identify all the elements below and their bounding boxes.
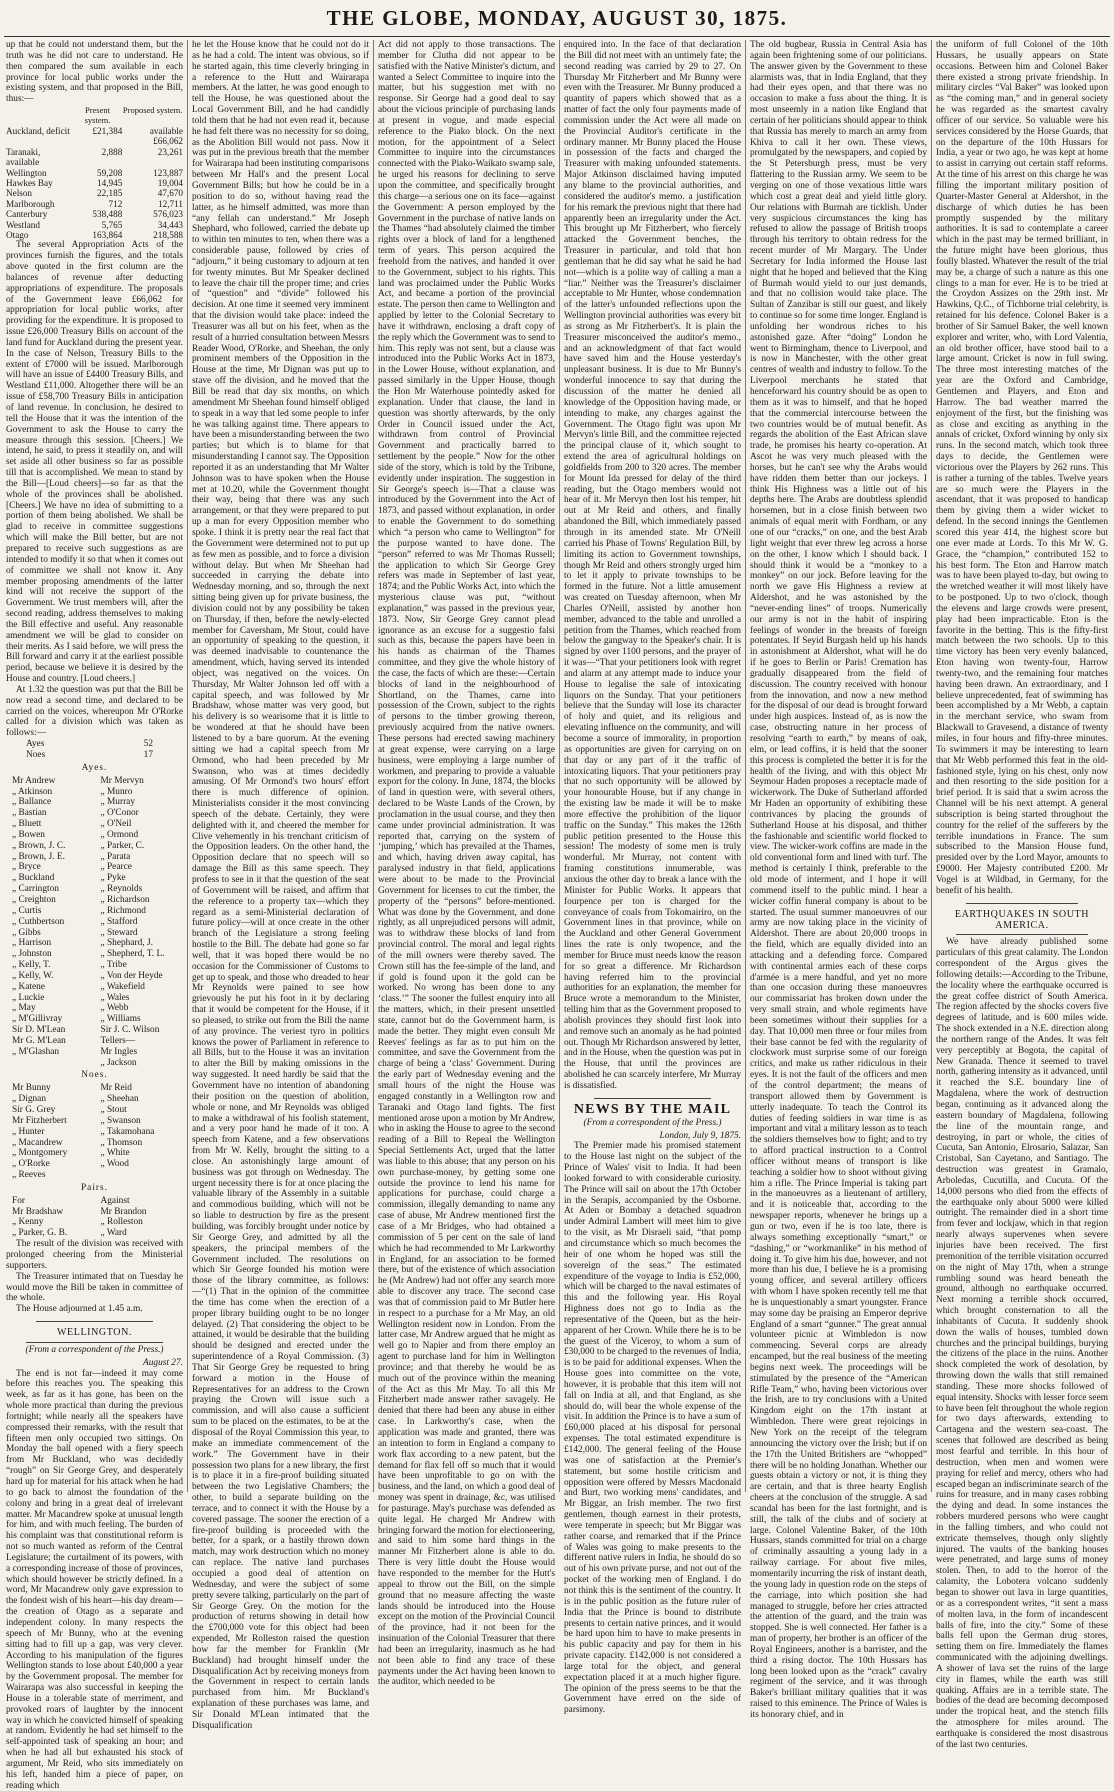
table-cell: £21,384 (92, 125, 123, 136)
column-6 (936, 40, 1108, 1750)
column-4 (564, 40, 741, 1716)
member-name: „ O'Conor (100, 808, 139, 819)
member-name: „ May (12, 1003, 36, 1014)
table-row (6, 199, 183, 209)
member-name: „ Parata (100, 851, 131, 862)
member-name: „ Thomson (100, 1137, 143, 1148)
member-name: „ Ormond (100, 829, 139, 840)
table-cell: Taranaki, available (6, 146, 41, 168)
member-name: „ Cuthbertson (12, 916, 65, 927)
table-cell: Otago (6, 229, 29, 240)
article-paragraph: The old bugbear, Russia in Central Asia has again been frightening some of our politicians. The answer given by the Government to these alarmists was, that in India England, that they had their eyes open, and that there was no occasion to make a fuss about the thing. It is most unseemly in a nation like England that certain of her politicians should appear to think that Russia has merely to march an army from Khiva to call it her own. These views, promulgated by the newspapers, and copied by the St Petersburgh press, must be very flattering to the Russian army. We seem to be verging on one of those vexatious little wars which cost a great deal and yield little glory. Our relations with Burmah are ticklish. Under very suspicious circumstances the king has refused to allow the passage of British troops through his territory to obtain redress for the recent murder of Mr Margary. The Under Secretary for India informed the House last night that he hoped and believed that the King of Burmah would yield to our just demands, and that no collision would take place. The Sultan of Zanzibar is still our guest, and likely to continue so for some time longer. England is unfolding her wondrous riches to his astonished gaze. After “doing” London he went to Birmingham, thence to Liverpool, and is now in Manchester, with the other great centres of wealth and industry to follow. To the Liverpool merchants he stated that henceforward his country should be as open to them as it was to himself, and that he hoped that the commercial intercourse between the two countries would be of mutual benefit. As regards the abolition of the East African slave trade, he promises his hearty co-operation. At Ascot he was very much pleased with the horses, but he can't see why the Arabs would have ridden them better than our jockeys. I think His Highness was a little out of his depths here. The Arabs are doubtless splendid horsemen, but in a close finish between two animals of equal merit with Fordham, or any one of our “cracks,” on one, and the best Arab light weight that ever threw leg across a horse on the other, I know which I should back. I should think it would be a “monkey to a monkey” on our jock. Before leaving for the north we gave His Highness a review at Aldershot, and he was astonished by the “never-ending lines” of troops. Numerically our army is not in the habit of inspiring feelings of wonder in the breasts of foreign potentates. If Seyid Burgash held up his hands in astonishment at Aldershot, what will he do if he goes to Berlin or Paris! Cremation has gradually disappeared from the field of discussion. The country received with honour from the innovation, and now a new method for the disposal of our dead is brought forward under high auspices. Instead of, as is now the case, obstructing nature in her process of resolving “earth to earth,” by means of oak, elm, or lead coffins, it is held that the sooner this process is completed the better it is for the health of the living, and with this object Mr Seymour Haden proposes a receptacle made of wickerwork. The Duke of Sutherland afforded Mr Haden an opportunity of exhibiting these contrivances by placing the grounds of Sutherland House at his disposal, and thither the fashionable and scientific world flocked to view. The wicker-work coffins are made in the old conventional form and lined with turf. The method is certainly I think, preferable to the old mode of interment, and I hope it will commend itself to the public mind. I hear a wicker coffin funeral company is about to be started. The usual summer manoeuvres of our army are now taking place in the vicinity of Aldershot. There are about 20,000 troops in the field, which are equally divided into an attacking and a defending force. Compared with continental armies each of these corps d'armée is a mere handful, and yet no more than one occasion during these manoeuvres our commissariat has broken down under the very small strain, and whole regiments have been sometimes without their supplies for a day. That 10,000 men three or four miles from their base cannot be fed with the regularity of clockwork must surprise some of our foreign critics, and make us rather ridiculous in their eyes. It is not the fault of the officers and men of the control department; the means of transport allowed them by Government is utterly inadequate. To teach the Control its duties of feeding soldiers in war time is as important and vital a military lesson as to teach the soldiers themselves how to fight; and to try to afford practical instruction to a Control officer without means of transport is like teaching a soldier how to shoot without giving him a rifle. The Prince Imperial is taking part in the manoeuvres as a lieutenant of artillery, and it is noticeable that, according to the newspaper reports, whenever he brings up a gun or two, even if he is too late, there is always something exceptionally “smart,” or “dashing,” or “workmanlike” in his method of doing it. To give him his due, however, and not more than his due, I believe he is a promising young officer, and several artillery officers with whom I have spoken recently tell me that he is unquestionably a smart youngster. France may some day be praising an Emperor deprive England of a smart “gunner.” The great annual volunteer picnic at Wimbledon is now commencing. Several corps are already encamped, but the real business of the meeting begins next week. The proceedings will be stimulated by the presence of the “American Rifle Team,” who, having been victorious over the Irish, are to try conclusions with a United Kingdom eight on the 17th instant at Wimbledon. There were great rejoicings in New York on the receipt of the telegram announcing the victory over the Irish; but if on the 17th the United Britishers are “whopped” there will be no holding Jonathan. Whether our guests obtain a victory or not, it is thing they are certain, and that is three hearty English cheers at the conclusion of the struggle. A sad scandal has been for the last fortnight, and is still, the talk of the clubs and of society at large. Colonel Valentine Baker, of the 10th Hussars, stands committed for trial on a charge of criminally assaulting a young lady in a railway carriage. For about five miles, momentarily incurring the risk of instant death, the young lady in question rode on the steps of the carriage, into which position she had managed to struggle, before her cries attracted the attention of the guard, and the train was stopped. She is well connected. Her father is a man of property, her brother is an officer of the Royal Engineers, another is a barrister, and the third a rising doctor. The 10th Hussars has long been looked upon as the “crack” cavalry regiment of the service, and it was through Baker's brilliant military qualities that it was raised to this eminence. The Prince of Wales is its honorary chief, and in (750, 40, 927, 1720)
ayes-heading: Ayes. (81, 762, 108, 773)
article-paragraph: The Premier made his promised statement to the House last night on the subject of the Prince of Wales' visit to India. It had been looked forward to with considerable curiosity. The Prince will sail on about the 17th October in the Serapis, accompanied by the Osborne. At Aden or Bombay a detached squadron under Admiral Lambert will meet him to give to the visit, as Mr Disraeli said, “that pomp and circumstance which so much becomes the heir of one whom he hoped was still the sovereign of the seas.” The estimated expenditure of the voyage to India is £52,000, which will be charged to the naval estimates of this and the following year. His Royal Highness does not go to India as the representative of the Queen, but as the heir-apparent of her Crown. While there he is to be the guest of the Viceroy, to whom a sum of £30,000 to be charged to the revenues of India, is to be paid for additional expenses. When the House goes into committee on the vote, however, it is probable that this item will not fall on India at all, and that England, as she should do, will bear the whole expense of the visit. In addition the Prince is to have a sum of £60,000 placed at his disposal for personal expenses. The total estimated expenditure is £142,000. The general feeling of the House was one of satisfaction at the Premier's statement, but some hostile criticism and opposition were offered by Messrs Macdonald and Burt, two working mens' candidates, and Mr Biggar, an Irish member. The two first gentlemen, though earnest in their protests, were temperate in speech; but Mr Biggar was rather coarse, and remarked that if the Prince of Wales was going to make presents to the different native rulers in India, he should do so out of his own private purse, and not out of the pocket of the working men of England. I do not think this is the sentiment of the country. It is in the public position as the future ruler of India that the Prince is bound to distribute presents to certain native princes, and it would be hard upon him to have to make presents in his public capacity and pay for them in his private capacity. £142,000 is not considered a large total for the object, and general expectation placed it at a much higher figure. The opinion of the press seems to be that the Government have erred on the side of parsimony. (564, 1141, 741, 1716)
member-name: „ Pearce (100, 862, 132, 873)
pair-entry: Against (100, 1195, 130, 1206)
member-name: „ Carrington (12, 884, 59, 895)
member-name: Sir G. Grey (12, 1105, 56, 1115)
table-cell: 5,765 (101, 219, 123, 230)
section-separator (966, 903, 1078, 904)
pair-entry: „ Kenny (12, 1217, 44, 1228)
article-paragraph: he let the House know that he could not do it as he had a cold. The intent was obvious, so if he started again, this time cleverly bringing in a reference to the Hutt and Wairarapa members. At the latter, he was good enough to tell the House, he was questioned about the Local Government Bill, and he had candidly told them that he had not even read it, because he had felt there was no necessity for so doing, as the Abolition Bill would not pass. Now it was put in the previous breath that the member for Wairarapa had been instituting comparisons between Mr Hall's and the present Local Government Bills; but how he could be in a position to do so, without having read the latter, as he himself admitted, was more than “any fellah can understand.” Mr Joseph Shephard, who followed, carried the debate up to within ten minutes to ten, when there was a considerable pause, followed by cries of “adjourn,” it being customary to adjourn at ten for twenty minutes. But Mr Speaker declined to leave the chair till the proper time; and cries of “question” and “divide” followed his decision. At one time it seemed very imminent that the division would take place: indeed the Treasurer was all but on his feet, when as the result of a hurried consultation between Messrs Reader Wood, O'Rorke, and Sheehan, the only prominent members of the Opposition in the House at the time, Mr Dignan was put up to stave off the division, and he moved that the Bill be read that day six months, on which amendment Mr Sheehan found himself obliged to speak in a way that led some people to infer he was talking against time. There appears to have been a misunderstanding between the two parties; but which is to blame for that misunderstanding I cannot say. The Opposition reported it as an understanding that Mr Walter Johnson was to have spoken when the House met at 10.20, while the Government thought their way, being that there was any such arrangement, or that they were prepared to put up a man for every Opposition member who spoke. I think it is pretty near the real fact that the Government were determined not to put up as few men as possible, and to force a division without delay. But when Mr Sheehan had succeeded in carrying the debate into Wednesday morning, and so, through the next sitting being given up for private business, the division could not by any possibility be taken on Thursday, if then, before the newly-elected member for Caversham, Mr Stout, could have an opportunity of speaking to the question, it was deemed inadvisable to countenance the amendment, which, having served its intended object, was negatived on the voices. On Thursday, Mr Walter Johnson led off with a capital speech, and was followed by Mr Bradshaw, whose matter was very good, but his delivery is so wearisome that it is little to be wondered at that he should have been listened to by a bare quorum. At the evening sitting we had a capital speech from Mr Ormond, who had been preceded by Mr Swanson, who was at times decidedly amusing. Of Mr Ormond's two hours' effort there is much difference of opinion. Ministerialists consider it the most convincing speech of the debate. Certainly, they were delighted with it, and cheered the member for Clive vehemently in his trenchant criticism of the Opposition leaders. On the other hand, the Opposition declare that no speech will so damage the Bill as this same speech. They profess to see in it that the question of the seat of Government will be raised, and affirm that the reference to a property tax—which they regard as a semi-Ministerial declaration of future policy—will at once create in the other branch of the Legislature a strong feeling hostile to the Bill. The debate had gone so far well, that it was hoped there would be no occasion for the Commissioner of Customs to get up to speak, and those who dreaded to hear Mr Reynolds were pained to see how grievously he put his foot in it by declaring that it would be competent for the House, if it so pleased, to strike out from the Bill the name of any province. The veriest tyro in politics knows the power of Parliament in reference to all Bills, but to the House it was an invitation to alter the Bill by making omissions in the way suggested. It need hardly be said that the Government have no intention of abandoning their position on the question of abolition, whole or none, and Mr Reynolds was obliged to make a withdrawal of his foolish statement, and a very poor hand he made of it too. A speech from Katene, and a few observations from Mr W. Kelly, brought the sitting to a close. An astonishingly large amount of business was got through on Wednesday. The urgent necessity there is for at once placing the valuable library of the Assembly in a suitable and commodious building, which will not be so liable to destruction by fire as the present building, was forcibly brought under notice by Sir George Grey, and admitted by all the speakers, the principal members of the Government included. The resolutions on which Sir George founded his motion were those of the library committee, as follows:—“(1) That in the opinion of the committee the time has come when the erection of a proper library building ought to be no longer delayed. (2) That considering the object to be attained, it would be desirable that the building should be designed and erected under the superintendence of a Royal Commission. (3) That Sir George Grey be requested to bring forward a motion in the House of Representatives for an address to the Crown praying the Crown will issue such a commission, and will also cause a sufficient sum to be placed on the estimates, to be at the disposal of the Royal Commission this year, to make an immediate commencement of the work.” The Government have in their possession two plans for a new library, the first is to place it in a fire-proof building situated between the two Legislative Chambers; the other, to build a separate building on the terrace, and to connect it with the House by a covered passage. The sooner the erection of a fire-proof building is proceeded with the better, for a spark, or a hastily thrown down match, may work destruction which no money can replace. The native land purchases occupied a good deal of attention on Wednesday, and were the subject of some pretty severe talking, particularly on the part of Sir George Grey. On the motion for the production of returns showing in detail how the £700,000 vote for this object had been expended, Mr Rolleston raised the question how far the member for Franklin (Mr Buckland) had brought himself under the Disqualification Act by receiving moneys from the Government in respect to certain lands purchased from him. Mr Buckland's explanation of these purchases was lame, and Sir Donald M'Lean intimated that the Disqualification (192, 40, 369, 1731)
column-divider (745, 40, 746, 1492)
member-name: „ Luckie (12, 992, 45, 1003)
section-heading-news-by-mail: NEWS BY THE MAIL (573, 1101, 732, 1117)
member-name: „ Jackson (100, 1057, 137, 1068)
member-name: „ Richardson (100, 894, 150, 905)
table-cell: 712 (108, 198, 123, 209)
table-cell: 34,443 (157, 219, 183, 230)
table-header (6, 105, 73, 126)
member-name: „ Bryce (12, 862, 41, 873)
member-name: „ Reynolds (100, 884, 143, 895)
ayes-list (6, 776, 183, 1069)
article-paragraph: Act did not apply to those transactions. The member for Clutha did not appear to be satisfied with the Native Minister's dictum, and wanted a Select Committee to inquire into the matter, but his suggestion met with no response. Sir George had a good deal to say about the vicious principle of purchasing lands at present in vogue, and made especial reference to the Piako block. On the next motion, for the appointment of a Select Committee to inquire into the circumstances connected with the Piako-Waikato swamp sale, he urged his reasons for declining to serve upon the committee, and specifically brought this charge—a serious one on its face—against the Government: A person employed by the Government in the purchase of native lands on the Thames “had absolutely claimed the timber rights over a block of land for a lengthened term of years. This person acquired the freehold from the natives, and handed it over to the Government, subject to his rights. This land was proclaimed under the Public Works Act, and became a portion of the provincial estate. The person then came to Wellington and applied by letter to the Colonial Secretary to have it withdrawn, enclosing a draft copy of the reply which the Government was to send to him. This reply was not sent, but a clause was introduced into the Public Works Act in 1873, in the Lower House, without explanation, and passed similarly in the Upper House, though the Hon Mr Waterhouse pointedly asked for explanation. Under that clause, the land in question was shortly afterwards, by the only Order in Council issued under the Act, withdrawn from control of Provincial Government and practically barred to settlement by the people.” Now for the other side of the story, which is told by the Tribune, evidently under inspiration. The suggestion in Sir George's speech is—That a clause was introduced by the Government into the Act of 1873, and passed without explanation, in order to enable the Government to do something which “a person who came to Wellington” for the purpose wanted to have done. The “person” referred to was Mr Thomas Russell; the application to which Sir George Grey refers was made in September of last year, 1874; and the Public Works Act, into which the mysterious clause was put, “without explanation,” was passed in the previous year, 1873. Now, Sir George Grey cannot plead ignorance as an excuse for a suggestio falsi such as this, because the papers have been in his hands as chairman of the Thames committee, and they give the whole history of the case, the facts of which are these:—Certain blocks of land in the neighbourhood of Shortland, on the Thames, came into possession of the Crown, subject to the rights of persons to the timber growing thereon, previously acquired from the native owners. These persons had erected sawing machinery at great expense, were carrying on a large business, were employing a large number of workmen, and preparing to provide a valuable export for the colony. In June, 1874, the blocks of land in question were, with several others, declared to be Waste Lands of the Crown, by proclamation in the usual course, and they then came under provincial administration. It was reported that, carrying on the system of ‘jumping,’ which has prevailed at the Thames, and which, having driven away capital, has paralysed industry in that field, applications were about to be made to the Provincial Government for licenses to cut the timber, the property of the “persons” before-mentioned. What was done by the Government, and done rightly, as all unprejudiced persons will admit, was to withdraw these blocks of land from provincial control. The moral and legal rights of the mill owners were thereby saved. The Crown still has the fee-simple of the land, and if gold is found upon it the gold can be worked. No wrong has been done to any ‘class.’” The sooner the fullest enquiry into all the matters, which, in their present unsettled state, cannot but do the Government harm, is made the better. They might even consult Mr Reeves' feelings as far as to put him on the committee, and save the Government from the charge of being a ‘class’ Government. During the early part of Wednesday evening and the small hours of the night the House was engaged constantly in a Wellington row and Taranaki and Otago land fights. The first mentioned arose upon a motion by Mr Andrew, who in asking the House to agree to the second reading of a Bill to Repeal the Wellington Special Settlements Act, urged that the latter was liable to this abuse; that any person on his own purchase-money, by getting some one outside the province to lend his name for applications for purchase, could charge a commission, illegally demanding to name any case of abuse, Mr Andrew mentioned first the case of a Mr Bridges, who had obtained a commission of 5 per cent on the sale of land which he had recommended to Mr Larkworthy in England, for an association to be formed there, but of the existence of which association he (Mr Andrew) had not offer any search more able to discover any trace. The second case was that of commission paid to Mr Butler here in respect to a purchase for a Mr May, an old Wellington resident now in London. From the latter case, Mr Andrew argued that he might as well go to Napier and from there employ an agent to purchase land for him in Wellington province; and that thereby he would be as much out of the province within the meaning of the Act as this Mr May. To all this Mr Fitzherbert made answer rather savagely. He denied that there had been any abuse in either case. In Larkworthy's case, when the application was made and granted, there was an intention to form in England a company to work flax according to a new patent, but the demand for flax fell off so much that it would have been unprofitable to go on with the business, and the land, on which a good deal of money was spent in drainage, &c, was utilised for pasturage. May's purchase was defended as quite legal. He charged Mr Andrew with bringing forward the motion for electioneering, and said to him some hard things in the manner Mr Fitzherbert alone is able to do. There is very little doubt the House would have responded to the member for the Hutt's appeal to throw out the Bill, on the simple ground that no measure affecting the waste lands should be introduced into the House except on the motion of the Provincial Council of the province, had it not been for the insinuation of the Colonial Treasurer that there had been an irregularity, inasmuch as he had not been able to find any trace of these payments under the Act having been known to the auditor, which needed to be (378, 40, 555, 1688)
table-cell: 2,888 (101, 146, 123, 157)
column-divider (559, 40, 560, 1492)
member-name: „ O'Rorke (12, 1159, 50, 1170)
member-name: Mr Reid (100, 1083, 132, 1094)
member-name: „ Webb (100, 1003, 129, 1014)
pair-entry: „ Parker, G. B. (12, 1228, 68, 1239)
article-paragraph: up that he could not understand them, but the truth was he did not care to understand. He then compared the sum available in each province for local public works under the existing system, and that proposed in the Bill, thus:— (6, 40, 183, 105)
section-heading-wellington: WELLINGTON. (56, 1327, 132, 1339)
member-name: „ Takamohana (100, 1126, 155, 1137)
member-name: „ M'Glashan (12, 1046, 60, 1057)
table-row (6, 230, 183, 240)
heading-rule (26, 1342, 163, 1343)
pair-entry: „ Rolleston (100, 1217, 143, 1228)
member-name: „ Murray (100, 797, 136, 808)
member-name: „ Shephard, J. (100, 938, 153, 949)
noes-list (6, 1083, 183, 1181)
table-cell: 538,488 (92, 209, 123, 220)
member-name: „ Wales (100, 992, 130, 1003)
section-separator (36, 1321, 153, 1322)
table-row (6, 178, 183, 188)
member-name: „ Bastian (12, 808, 47, 819)
member-name: „ Hunter (12, 1126, 45, 1137)
member-name: „ Creighton (12, 894, 56, 905)
table-row (6, 126, 183, 147)
pairs-list (6, 1196, 183, 1239)
table-row (6, 168, 183, 178)
article-paragraph: We have already published some particulars of this great calamity. The London correspondent of the Argus gives the following details:—According to the Tribune, the locality where the earthquake occurred is the great coffee district of South America. The region affected by the shocks covers five degrees of latitude, and is 600 miles wide. The shock extended in a N.E. direction along the northern range of the Andes. It was felt very perceptibly at Bogota, the capital of New Granada. Thence it seemed to travel north, gathering intensity as it advanced, until it reached the S.E. boundary line of Magdalena, where the work of destruction began, continuing as it advanced along the eastern boundary of Magdalena, following the line of the mountain range, and destroying, in part or whole, the cities of Cucuta, San Antonio, Elrosario, Salazar, San Cristobal, San Cayetano, and Santiago. The destruction was greatest in Gramalo, Arboledas, Cucutilla, and Cucuta. Of the 14,000 persons who died from the effects of the earthquake only about 5000 were killed outright. The remainder died in a short time from fever and lockjaw, which in that region nearly always supervenes when severe injuries have been received. The first premonition of the terrible visitation occurred on the night of May 17th, when a strange rumbling sound was heard beneath the ground, although no earthquake occurred. Next morning a terrible shock occurred, which brought consternation to all the inhabitants of Cucuta. It suddenly shook down the walls of houses, tumbled down churches and the principal buildings, burying the citizens of the place in the ruins. Another shock completed the work of desolation, by throwing down the walls that still remained standing. These more shocks followed of equal intensity. Shocks with lesser force seem to have been felt throughout the whole region for two days afterwards, extending to Cartagena and the western sea-coast. The scenes that followed are described as being most fearful and terrible. In this hour of destruction, when men and women were praying for relief and mercy, others who had escaped began an indiscriminate search of the ruins for treasure, and in many cases robbing the dying and dead. In some instances the robbers murdered persons who were caught in the falling timbers, and who could not extricate themselves, though only slightly injured. The vaults of the banking houses were penetrated, and large sums of money stolen. Then, to add to the horror of the calamity, the Lobotera volcano suddenly began to shower out lava in large quantities, or as a correspondent writes, “it sent a mass of molten lava, in the form of incandescent balls of fire, into the city.” Some of these balls fell upon the German drug stores, setting them on fire. Immediately the flames communicated with the adjoining dwellings. A shower of lava set the ruins of the large city in flames, while the earth was still quaking. Affairs are in a terrible state. The bodies of the dead are becoming decomposed under the tropical heat, and the stench fills the atmosphere for miles around. The earthquake is considered the most disastrous of the last two centuries. (936, 937, 1108, 1750)
table-header-row (6, 105, 183, 126)
article-paragraph: the uniform of full Colonel of the 10th Hussars, he usually appears on State occasions. Between him and Colonel Baker there existed a strong private friendship. In military circles “Val Baker” was looked upon as “the coming man,” and in general society he was regarded as the smartest cavalry officer of our service. So valuable were his services considered by the Horse Guards, that on the departure of the 10th Hussars for India, a year or two ago, he was kept at home to assist in carrying out certain staff reforms. At the time of his arrest on this charge he was filling the important military position of Quarter-Master General at Aldershot, in the discharge of which duties he has been promptly suspended by the military authorities. It is sad to contemplate a career which in the past may be termed brilliant, in the future might have been glorious, thus foully blasted. Whatever the result of the trial may be, a charge of such a nature as this one clings to a man for ever. He is to be tried at the Croydon Assizes on the 29th inst. Mr Hawkins, Q.C., of Tichborne trial celebrity, is retained for his defence. Colonel Baker is a brother of Sir Samuel Baker, the well known explorer and writer, who, with Lord Valentia, an old brother officer, have stood bail to a large amount. Cricket is now in full swing. The three most interesting matches of the year are the Oxford and Cambridge, Gentlemen and Players, and Eton and Harrow. The bad weather marred the enjoyment of the first, but the finishing was as close and exciting as anything in the annals of cricket, Oxford winning by only six runs. In the second match, which took three days to decide, the Gentlemen were victorious over the Players by 262 runs. This is rather a turning of the tables. Twelve years are so much were the Players in the ascendant, that it was proposed to handicap them by giving them a wider wicket to defend. In the second innings the Gentlemen scored this year 414, the highest score but one ever made at Lords. To this Mr W. G. Grace, the “champion,” contributed 152 to his best form. The Eton and Harrow match was to have been played to-day, but owing to the wretched weather it will most likely have to be postponed. Up to two o'clock, though the elevens and large crowds were present, play had been impracticable. Eton is the favorite in the betting. This is the fifty-first match between the two schools. Up to this time victory has been very evenly balanced, Eton having won twenty-four, Harrow twenty-two, and the remaining four matches having been drawn. An extraordinary, and I believe unprecedented, feat of swimming has been accomplished by a Mr Webb, a captain in the merchant service, who swam from Blackwall to Gravesend, a distance of twenty miles, in four hours and fifty-three minutes. To swimmers it may be interesting to learn that Mr Webb performed this feat in the old-fashioned style, lying on his chest, only now and then resorting to the side position for a brief period. It is said that a swim across the Channel will be his next attempt. A general subscription is being started throughout the country for the relief of the sufferers by the terrible inundations in France. The sum subscribed to the Mansion House fund, presided over by the Lord Mayor, amounts to £9000. Her Majesty contributed £200. Mr Vogel is at Wildbad, in Germany, for the benefit of his health. (936, 40, 1108, 896)
column-3 (378, 40, 555, 1688)
table-row (6, 188, 183, 198)
member-name: Tellers— (100, 1035, 136, 1046)
table-cell: Canterbury (6, 209, 48, 220)
member-name: „ Ballance (12, 797, 52, 808)
member-name: „ Richmond (100, 905, 146, 916)
member-name: „ Von der Heyde (100, 970, 163, 981)
table-cell: 14,945 (97, 177, 123, 188)
member-name: „ Macandrew (12, 1137, 63, 1148)
table-cell: Wellington (6, 167, 47, 178)
member-name: „ Sheehan (100, 1094, 139, 1105)
member-name: „ Buckland (12, 873, 55, 884)
member-name: „ Parker, C. (100, 840, 145, 851)
pair-entry: Mr Brandon (100, 1206, 147, 1217)
article-paragraph: At 1.32 the question was put that the Bill be now read a second time, and declared to be carried on the voices, whereupon Mr O'Rorke called for a division which was taken as follows:— (6, 684, 183, 739)
article-paragraph: The result of the division was received with prolonged cheering from the Ministerial supporters. (6, 1239, 183, 1271)
member-name: „ Stout (100, 1105, 127, 1115)
member-name: „ Montgomery (12, 1148, 68, 1159)
member-name: „ Shepherd, T. L. (100, 949, 165, 960)
member-name (101, 1170, 184, 1181)
table-cell: 47,670 (157, 188, 183, 199)
member-name: Mr G. M'Lean (12, 1035, 66, 1046)
noes-heading: Noes. (81, 1070, 108, 1081)
dateline: August 27. (143, 1357, 183, 1368)
table-cell: Marlborough (6, 198, 55, 209)
article-paragraph: The Treasurer intimated that on Tuesday he would move the Bill be taken in committee of the whole. (6, 1271, 183, 1304)
table-row (6, 147, 183, 168)
member-name: Mr Bunny (12, 1083, 51, 1094)
member-name: „ Bluett (12, 819, 42, 830)
member-name: „ White (100, 1148, 130, 1159)
member-name: „ Tribe (100, 960, 127, 971)
pair-entry: „ Ward (100, 1228, 127, 1239)
article-paragraph: The several Appropriation Acts of the provinces furnish the figures, and the totals above quoted in the first column are the balances of revenue after deducting appropriations of expenditure. The proposals of the Government leave £66,062 for appropriation for local public works, after providing for the expenditure. It is proposed to issue £26,000 Treasury Bills on account of the land fund for Auckland during the present year. In the case of Nelson, Treasury Bills to the extent of £7000 will be issued. Marlborough will have an issue of £4400 Treasury Bills, and Westland £11,000. Altogether there will be an issue of £58,700 Treasury Bills in anticipation of land revenue. In conclusion, he desired to tell the House that it was the intention of the Government to ask the House to carry the measure through this session. [Cheers.] We intend, he said, to press it steadily on, and will set aside all other business so far as possible till that is accomplished. We mean to stand by the Bill—[Loud cheers]—so far as that the whole of the provinces shall be abolished. [Cheers.] We have no idea of submitting to a portion of them being abolished. We shall be glad to receive in committee suggestions which will make the Bill better, but are not prepared to receive such suggestions as are intended to modify it so that when it comes out of committee we shall not know it. Any member proposing amendments of the latter kind will not receive the support of the Government. We trust members will, after the second reading, address themselves to making the Bill effective and useful. Any reasonable amendment we will be glad to consider on their merits. As I said before, we will press the Bill forward and carry it at the earliest possible period, because we believe it is desired by the House and country. [Loud cheers.] (6, 240, 183, 685)
byline: (From a correspondent of the Press.) (25, 1344, 164, 1355)
member-name: „ Williams (100, 1014, 141, 1025)
table-cell: Westland (6, 219, 40, 230)
member-name: „ Reeves (12, 1170, 46, 1181)
member-name: „ M'Gillivray (12, 1014, 63, 1025)
member-name: „ Brown, J. E. (12, 851, 65, 862)
newspaper-masthead: THE GLOBE, MONDAY, AUGUST 30, 1875. (326, 6, 788, 30)
member-name: „ Pyke (100, 873, 126, 884)
member-name: „ Wood (100, 1159, 129, 1170)
table-row (6, 209, 183, 219)
heading-rule (956, 934, 1088, 935)
member-name: „ Dignan (12, 1094, 46, 1105)
member-name: „ Kelly, T. (12, 960, 51, 971)
member-name (12, 1058, 95, 1069)
member-name: Mr Mervyn (100, 775, 144, 786)
column-2 (192, 40, 369, 1731)
table-cell: 218,588 (153, 229, 183, 240)
column-divider (187, 40, 188, 1492)
column-5 (750, 40, 927, 1720)
ayes-count-row: Ayes 52 (26, 739, 153, 750)
table-row (6, 220, 183, 230)
table-cell: 12,711 (158, 198, 183, 209)
masthead-rule (4, 36, 1110, 37)
member-name: Mr Andrew (12, 775, 56, 786)
section-separator (594, 1098, 711, 1099)
table-cell: Nelson (6, 188, 33, 199)
section-heading-earthquakes: EARTHQUAKES IN SOUTH AMERICA. (954, 908, 1090, 931)
table-cell: 23,261 (157, 146, 183, 157)
pairs-heading: Pairs. (80, 1182, 109, 1193)
table-cell: 59,208 (97, 167, 123, 178)
table-cell: 163,864 (92, 229, 123, 240)
member-name: „ Atkinson (12, 786, 53, 797)
member-name: „ Harrison (12, 938, 52, 949)
member-name: „ Kelly, W. (12, 970, 54, 981)
member-name: „ Johnston (12, 949, 52, 960)
article-paragraph: The House adjourned at 1.45 a.m. (16, 1304, 143, 1315)
member-name: Mr Ingles (100, 1046, 138, 1057)
table-cell: 22,185 (97, 188, 123, 199)
table-cell: Hawkes Bay (6, 177, 53, 188)
member-name: „ Gibbs (12, 927, 41, 938)
dateline: London, July 9, 1875. (659, 1130, 741, 1141)
column-divider (373, 40, 374, 1492)
table-header: Present system. (84, 105, 111, 126)
member-name: „ O'Neil (100, 819, 132, 830)
table-cell: 19,004 (157, 177, 183, 188)
member-name: „ Swanson (100, 1115, 141, 1126)
byline: (From a correspondent of the Press.) (583, 1117, 722, 1128)
member-name: „ Curtis (12, 905, 42, 916)
table-header: Proposed system. (122, 105, 183, 116)
pair-entry: For (12, 1195, 25, 1206)
member-name: „ Brown, J. C. (12, 840, 66, 851)
member-name: Sir J. C. Wilson (100, 1025, 160, 1036)
table-cell: 123,887 (153, 167, 183, 178)
article-paragraph: enquired into. In the face of that declaration the Bill did not meet with an untimely fate; the second reading was carried by 29 to 27. On Thursday Mr Fitzherbert and Mr Bunny were even with the Treasurer. Mr Bunny produced a quantity of papers which showed that as a matter of fact the only four payments made of commission under the Act were all made on the Provincial Auditor's certificate in the ordinary manner. Mr Bunny placed the House in possession of the facts and charged the Treasurer with making unfounded statements. Major Atkinson disclaimed having imputed any blame to the provincial authorities, and considered the auditor's memo. a justification for his remark the previous night that there had apparently been an irregularity under the Act. This brought up Mr Fitzherbert, who fiercely attacked the Government benches, the Treasurer in particular, and told that hon gentleman that he did say what he said he had not—which is a polite way of calling a man a “liar.” Neither was the Treasurer's disclaimer acceptable to Mr Hunter, whose condemnation of the latter's unfounded reflections upon the Wellington provincial authorities was every bit as strong as Mr Fitzherbert's. It is plain the Treasurer misconceived the auditor's memo., and an acknowledgment of that fact would have saved him and the House yesterday's unpleasant business. It is due to Mr Bunny's wonderful innocence to say that during the discussion of the matter he denied all knowledge of the Opposition having made, or intending to make, any charges against the Government. The Otago fight was upon Mr Mervyn's little Bill, and the committee rejected the principal clause of it, which sought to extend the area of agricultural holdings on goldfields from 200 to 320 acres. The member for Mount Ida pressed for delay of the third reading, but the Otago members would not hear of it. Mr Mervyn then lost his temper, hit out at Mr Reid and others, and finally abandoned the Bill, which immediately passed through in its amended state. Mr O'Neill carried his Phase of Towns' Regulation Bill, by limiting its action to Government townships, though Mr Reid and others strongly urged him to let it apply to private townships to be formed in the future. Not a little amusement was created on Tuesday afternoon, when Mr Charles O'Neill, assisted by another hon member, advanced to the table and unrolled a petition from the Thames, which reached from below the gangway to the Speaker's chair. It is signed by over 1100 persons, and the prayer of it was—“That your petitioners look with regret and alarm at any attempt made to induce your House to legalise the sale of intoxicating liquors on the Sunday. That your petitioners believe that the Sunday will lose its character of holy and quiet, and its religious and elevating influence on the community, and will become a source of immorality, in proportion as opportunities are given for carrying on on that day or any part of it the traffic of intoxicating liquors. That your petitioners pray that no such opportunity will be allowed by your honourable House, but if any change in the existing law be made it will be to make more effective the prohibition of the liquor traffic on the Sunday.” This makes the 126th public petition presented to the House this session! The modesty of some men is truly wonderful. Mr Murray, not content with framing constitutions innumerable, was anxious the other day to break a lance with the Minister for Public Works. It appears that fourpence per ton is charged for the conveyance of coals from Tokomairiro, on the Government lines in that province, while on the Auckland and other General Government lines the rate is only twopence, and the member for Bruce must needs know the reason for so great a difference. Mr Richardson having referred him to the provincial authorities for an explanation, the member for Bruce wrote a memorandum to the Minister, telling him that as the Government proposed to abolish provinces they should first look into and remove such an anomaly as he had pointed out. Though Mr Richardson answered by letter, and in the House, when the question was put in the House, that until the provinces are abolished he can scarcely interfere, Mr Murray is dissatisfied. (564, 40, 741, 1091)
member-name: „ Katene (12, 981, 45, 992)
article-paragraph: The end is not far—indeed it may come before this reaches you. The speaking this week, as far as it has gone, has been on the whole more practical than during the previous fortnight; while nearly all the speakers have compressed their remarks, with the result that fifteen men only occupied two sittings. On Monday the ball opened with a fiery speech from Mr Buckland, who was decidedly “rough” on Sir George Grey, and desperately hard up for material for his attack when he had to go back to almost the foundation of the colony and bring in a great deal of irrelevant matter. Mr Macandrew spoke at unusual length for him, and with much feeling. The burden of his complaint was that constitutional reform is not so much wanted as reform of the Central Legislature; the curtailment of its powers, with a corresponding increase of those of provinces, which should however be strictly defined. In a word, Mr Macandrew only gave expression to the fondest wish of his heart—his day dream—the creation of Otago as a separate and independent colony. In many respects the speech of Mr Bunny, who at the evening sitting had to fill up a gap, was very clever. According to his manipulation of the figures Wellington stands to lose about £40,000 a year by the Government proposal. The member for Wairarapa was also successful in keeping the House in a tolerable state of merriment, and provoked roars of laughter by the innocent way in which he convicted himself of speaking at random. Evidently he had set himself to the self-appointed task of speaking an hour; and when he had all but exhausted his stock of argument, Mr Reid, who sits immediately on his left, handed him a piece of paper, on reading which (6, 1368, 183, 1791)
member-name: Mr Fitzherbert (12, 1115, 67, 1126)
revenue-table (6, 105, 183, 240)
table-cell: 576,023 (153, 209, 183, 220)
member-name: „ Bowen (12, 829, 45, 840)
member-name: „ Stafford (100, 916, 138, 927)
member-name: Sir D. M'Lean (12, 1025, 66, 1036)
member-name: „ Wakefield (100, 981, 145, 992)
table-cell: Auckland, deficit (6, 125, 70, 136)
member-name: „ Munro (100, 786, 133, 797)
member-name: „ Steward (100, 927, 138, 938)
pair-entry: Mr Bradshaw (12, 1206, 64, 1217)
column-1 (6, 40, 183, 1791)
column-divider (931, 40, 932, 1492)
noes-count-row: Noes 17 (26, 750, 153, 760)
table-cell: available £66,062 (149, 125, 183, 147)
